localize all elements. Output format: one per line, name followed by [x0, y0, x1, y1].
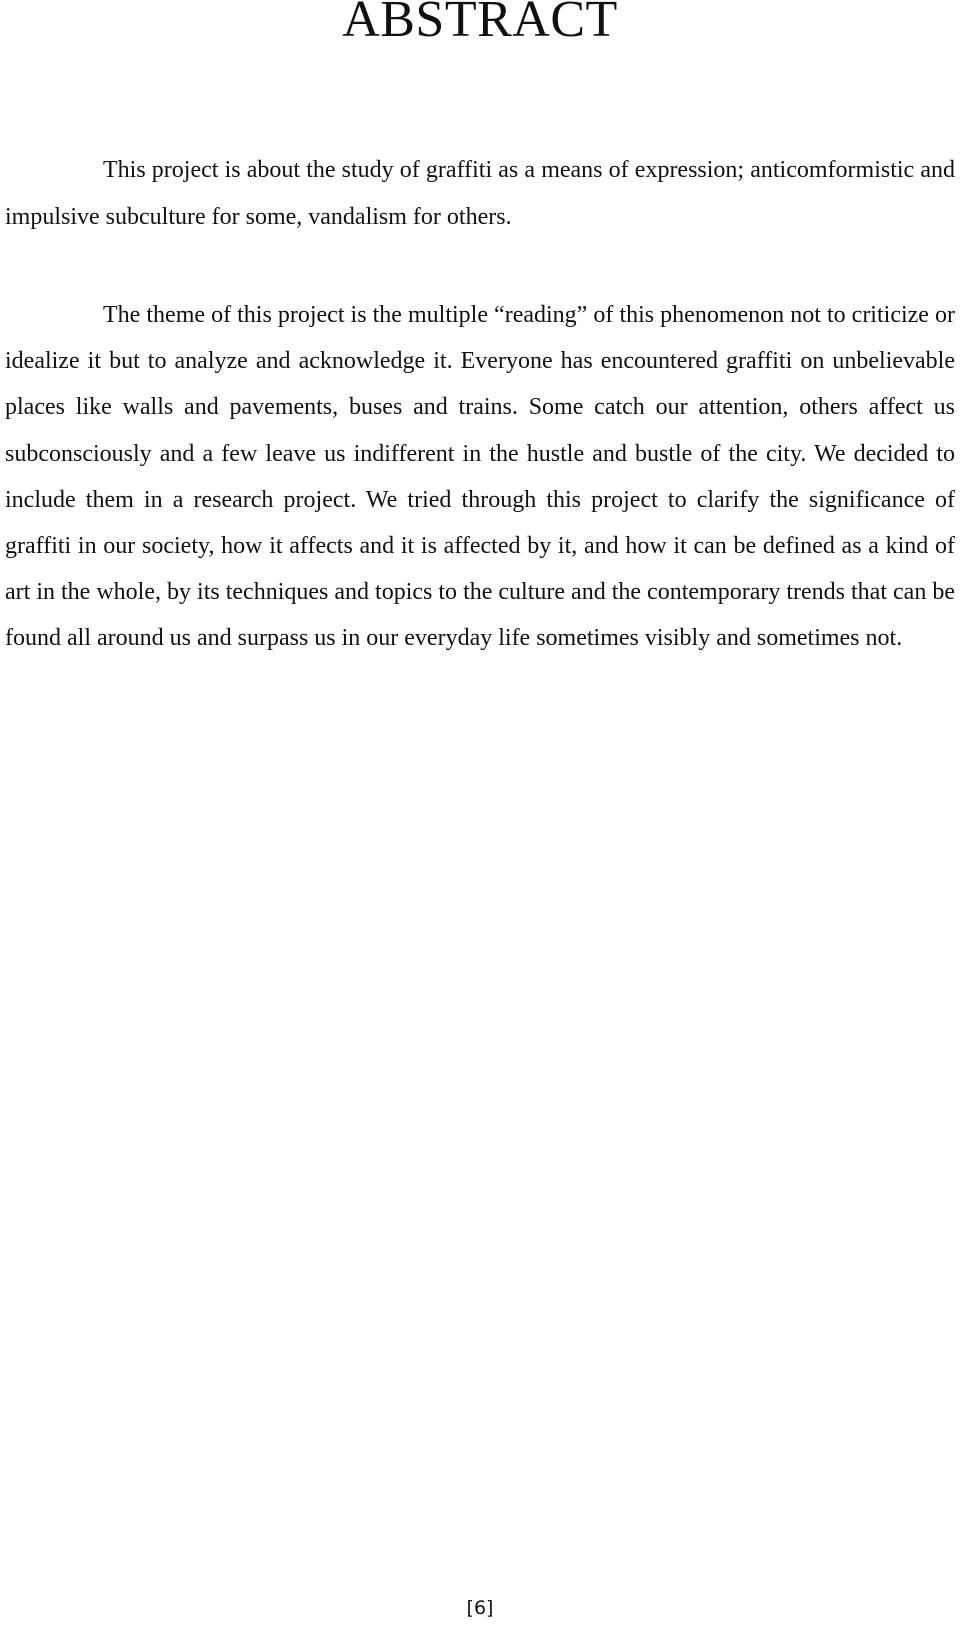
- abstract-paragraph-1: This project is about the study of graffiti as a means of expression; anticomformistic and impulsive subculture for some, vandalism for others.: [5, 157, 955, 230]
- page-number: [6]: [466, 1597, 494, 1619]
- abstract-paragraph-2: The theme of this project is the multiple “reading” of this phenomenon not to criticize or idealize it but to analyze and acknowledge it. Everyone has encountered graffiti on unbelievable places like walls and pavements, buses and trains. Some catch our attention, others affect us subconsciously and a few leave us indifferent in the hustle and bustle of the city. We decided to include them in a research project. We tried through this project to clarify the significance of graffiti in our society, how it affects and it is affected by it, and how it can be defined as a kind of art in the whole, by its techniques and topics to the culture and the contemporary trends that can be found all around us and surpass us in our everyday life sometimes visibly and sometimes not.: [5, 302, 955, 652]
- page-title: ABSTRACT: [342, 0, 618, 48]
